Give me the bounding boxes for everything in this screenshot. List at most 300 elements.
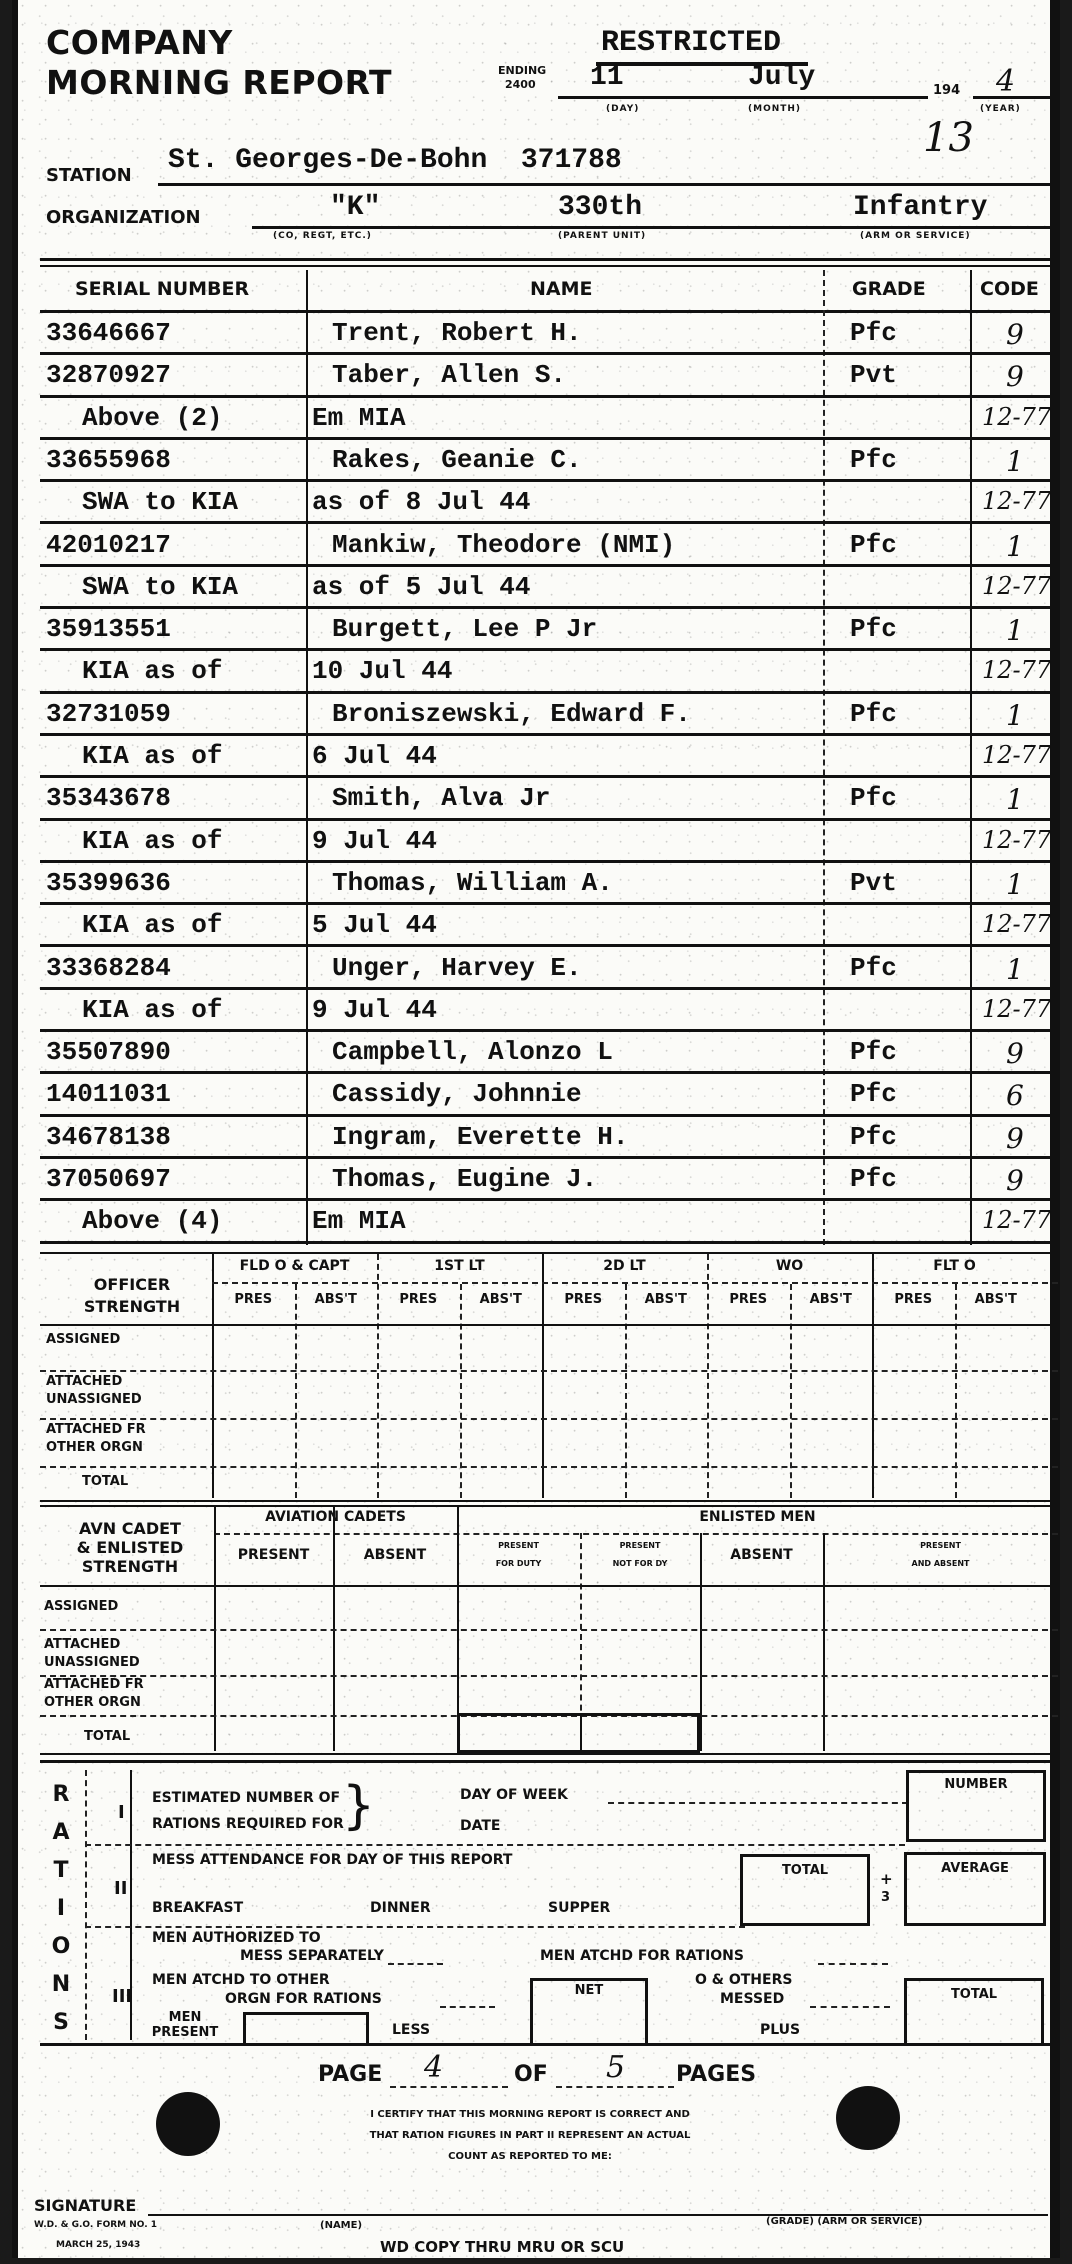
officer-group-header: WO [775, 1258, 804, 1274]
officer-group-header: 2D LT [603, 1258, 646, 1274]
grade-cell[interactable]: Pfc [850, 614, 897, 645]
table-row [40, 949, 1058, 991]
certification-text [270, 2104, 790, 2167]
table-row [40, 991, 1058, 1033]
enlisted-subcol-header: ABSENT [730, 1547, 793, 1563]
rations-side-label [48, 1776, 74, 2042]
station-value[interactable]: St. Georges-De-Bohn 371788 [168, 145, 622, 176]
enlisted-col-divider [700, 1533, 702, 1751]
enlisted-row-label: TOTAL [84, 1729, 131, 1744]
total-present-box [457, 1713, 700, 1753]
enlisted-strength-table [40, 1505, 1058, 1755]
company-value[interactable]: "K" [330, 192, 381, 223]
serial-cell[interactable]: 32731059 [46, 698, 171, 729]
pages-label: PAGES [676, 2062, 757, 2087]
year-prefix: 194 [933, 83, 961, 98]
officer-group-divider [707, 1254, 709, 1498]
page-number[interactable]: 4 [424, 2050, 444, 2085]
page-total[interactable]: 5 [606, 2050, 626, 2085]
row-rule [40, 691, 1050, 694]
table-row [40, 441, 1058, 483]
code-cell[interactable]: 12-77 [982, 402, 1052, 431]
rations-letter: R [52, 1782, 70, 1807]
form-title-line1: COMPANY [46, 23, 233, 62]
parent-unit-caption: (PARENT UNIT) [558, 231, 647, 241]
aviation-subcol-header: PRESENT [237, 1547, 310, 1563]
report-year-digit[interactable]: 4 [996, 64, 1016, 99]
section-3-numeral: III [112, 1986, 133, 2007]
mess-total-box[interactable] [740, 1854, 870, 1926]
officer-row-label: UNASSIGNED [46, 1392, 142, 1407]
serial-cell[interactable]: KIA as of [82, 741, 223, 771]
code-cell[interactable]: 12-77 [982, 825, 1052, 854]
column-header-serial: SERIAL NUMBER [75, 278, 250, 300]
grade-cell[interactable]: Pfc [850, 444, 897, 475]
grade-cell[interactable]: Pfc [850, 1164, 897, 1194]
enlisted-men-header: ENLISTED MEN [699, 1509, 816, 1525]
row-rule [40, 987, 1050, 990]
code-cell[interactable]: 1 [1006, 444, 1024, 478]
rations-letter: I [56, 1896, 66, 1921]
serial-cell[interactable]: KIA as of [82, 825, 223, 856]
row-rule [40, 564, 1050, 567]
ending-time-label: 2400 [505, 78, 536, 91]
row-rule [40, 437, 1050, 440]
name-cell[interactable]: Burgett, Lee P Jr [332, 614, 598, 645]
breakfast-label: BREAKFAST [152, 1900, 244, 1916]
officer-title-line2: STRENGTH [83, 1297, 181, 1316]
table-row [40, 356, 1058, 398]
form-date: MARCH 25, 1943 [56, 2240, 141, 2250]
section-2-numeral: II [114, 1878, 128, 1899]
row-rule [40, 1241, 1050, 1244]
section-1-divider [85, 1844, 905, 1846]
men-authorized-line1: MEN AUTHORIZED TO [152, 1930, 321, 1946]
serial-cell[interactable]: Above (4) [82, 1206, 223, 1237]
table-row [40, 568, 1058, 610]
officer-row-label: OTHER ORGN [46, 1440, 143, 1455]
grade-cell[interactable]: Pfc [850, 698, 897, 729]
form-id: W.D. & G.O. FORM NO. 1 [34, 2220, 158, 2230]
code-cell[interactable]: 1 [1006, 952, 1024, 986]
enlisted-bottom-line [40, 1753, 1058, 1755]
table-row [40, 610, 1058, 652]
certify-line1: I CERTIFY THAT THIS MORNING REPORT IS CORRECT AND [370, 2109, 690, 2120]
code-cell[interactable]: 9 [1006, 1164, 1024, 1197]
day-caption: (DAY) [606, 104, 640, 114]
column-header-grade: GRADE [852, 278, 926, 300]
table-row [40, 1075, 1058, 1117]
serial-cell[interactable]: 42010217 [46, 529, 171, 560]
code-cell[interactable]: 12-77 [982, 741, 1052, 769]
code-cell[interactable]: 9 [1006, 318, 1024, 351]
serial-cell[interactable]: KIA as of [82, 910, 223, 941]
signature-label: SIGNATURE [34, 2196, 137, 2215]
section-2-divider [85, 1926, 745, 1928]
men-present-line1: MEN [168, 2010, 202, 2025]
code-cell[interactable]: 9 [1006, 1037, 1024, 1071]
officer-row-label: TOTAL [82, 1474, 129, 1489]
name-cell[interactable]: Mankiw, Theodore (NMI) [332, 529, 676, 560]
enlisted-subcol-header: NOT FOR DY [612, 1559, 668, 1568]
officer-subcol-header: PRES [729, 1292, 768, 1307]
section-1-numeral: I [118, 1802, 125, 1823]
table-row [40, 779, 1058, 821]
code-cell[interactable]: 12-77 [982, 571, 1052, 600]
code-cell[interactable]: 1 [1006, 783, 1024, 817]
enlisted-col-divider [823, 1533, 825, 1751]
page-number-line [390, 2086, 508, 2088]
code-cell[interactable]: 12-77 [982, 487, 1052, 516]
table-row [40, 864, 1058, 906]
officer-subcol-header: PRES [399, 1292, 438, 1307]
row-rule [40, 1156, 1050, 1159]
grade-cell[interactable]: Pfc [850, 783, 897, 814]
grade-cell[interactable]: Pfc [850, 1079, 897, 1110]
officer-subcol-header: ABS'T [644, 1292, 687, 1307]
officer-subcol-header: PRES [894, 1292, 933, 1307]
men-authorized-line2: MESS SEPARATELY [240, 1948, 384, 1964]
average-box[interactable] [904, 1852, 1046, 1926]
officer-header-line [40, 1324, 1058, 1326]
code-cell[interactable]: 1 [1006, 529, 1024, 563]
name-cell[interactable]: Campbell, Alonzo L [332, 1037, 613, 1068]
roster-table [40, 270, 1058, 1250]
enlisted-row-line [40, 1675, 1058, 1677]
serial-cell[interactable]: 33655968 [46, 444, 171, 475]
code-cell[interactable]: 12-77 [982, 656, 1052, 685]
serial-cell[interactable]: 32870927 [46, 360, 171, 391]
men-atchd-other-field[interactable] [440, 2006, 495, 2008]
table-row [40, 906, 1058, 948]
rations-letter: T [53, 1858, 69, 1883]
enlisted-strength-title [45, 1519, 215, 1576]
name-cell[interactable]: as of 8 Jul 44 [312, 487, 531, 518]
arm-caption: (ARM OR SERVICE) [860, 231, 971, 241]
year-caption: (YEAR) [980, 104, 1021, 114]
serial-cell[interactable]: KIA as of [82, 994, 223, 1025]
serial-cell[interactable]: 35399636 [46, 867, 171, 898]
serial-cell[interactable]: Above (2) [82, 402, 223, 433]
rations-letter: N [51, 1972, 71, 1997]
serial-cell[interactable]: KIA as of [82, 656, 223, 687]
plus-sign: + [880, 1870, 893, 1888]
enlisted-row-label: OTHER ORGN [44, 1695, 141, 1710]
parent-unit-value[interactable]: 330th [558, 192, 643, 223]
section-1-label [152, 1785, 344, 1837]
mess-attendance-title: MESS ATTENDANCE FOR DAY OF THIS REPORT [152, 1852, 513, 1868]
row-rule [40, 1071, 1050, 1074]
row-rule [40, 1029, 1050, 1032]
report-month[interactable]: July [748, 62, 816, 93]
name-cell[interactable]: Broniszewski, Edward F. [332, 698, 691, 729]
organization-line [252, 226, 1058, 229]
enlisted-subheader-line [214, 1533, 1058, 1535]
day-of-week-field[interactable] [608, 1802, 908, 1804]
table-row [40, 1033, 1058, 1075]
page-label: PAGE [318, 2062, 383, 2087]
morning-report-form [12, 0, 1060, 2258]
serial-cell[interactable]: 33368284 [46, 952, 171, 983]
section-1-line2: RATIONS REQUIRED FOR [152, 1816, 344, 1832]
aviation-subcol-header: ABSENT [363, 1547, 427, 1563]
row-rule [40, 352, 1050, 355]
name-cell[interactable]: 10 Jul 44 [312, 656, 453, 687]
serial-cell[interactable]: 14011031 [46, 1079, 171, 1110]
organization-label: ORGANIZATION [46, 207, 201, 228]
handwritten-mark: 13 [923, 115, 974, 161]
men-atchd-other-line1: MEN ATCHD TO OTHER [152, 1972, 330, 1988]
certify-line2: THAT RATION FIGURES IN PART II REPRESENT AN ACTUAL [369, 2130, 691, 2141]
serial-cell[interactable]: 33646667 [46, 318, 171, 348]
column-header-code: CODE [980, 278, 1039, 300]
table-row [40, 1118, 1058, 1160]
table-row [40, 822, 1058, 864]
code-cell[interactable]: 9 [1006, 360, 1024, 394]
row-rule [40, 1114, 1050, 1117]
officer-row-line [40, 1466, 1058, 1468]
mess-total-label: TOTAL [781, 1863, 829, 1878]
men-present-box[interactable] [243, 2012, 369, 2046]
officer-title-line1: OFFICER [93, 1275, 171, 1294]
punch-hole-left-icon [156, 2092, 220, 2156]
of-label: OF [514, 2062, 548, 2087]
station-label: STATION [46, 165, 132, 186]
men-present-label [135, 2010, 235, 2040]
date-line [558, 96, 928, 99]
name-cell[interactable]: Em MIA [312, 402, 406, 433]
rations-top-line [40, 1760, 1058, 1763]
footer [34, 2048, 1058, 2258]
enlisted-header-line [40, 1585, 1058, 1587]
header-row-divider [40, 310, 1058, 313]
rations-section [40, 1760, 1058, 2045]
row-rule [40, 818, 1050, 821]
table-row [40, 526, 1058, 568]
column-header-name: NAME [530, 278, 593, 300]
grade-cell[interactable]: Pfc [850, 318, 897, 348]
enlisted-subcol-header: PRESENT [920, 1541, 961, 1550]
officer-subcol-header: PRES [564, 1292, 603, 1307]
code-cell[interactable]: 12-77 [982, 910, 1052, 939]
row-rule [40, 775, 1050, 778]
code-cell[interactable]: 1 [1006, 698, 1024, 732]
aviation-cadets-header: AVIATION CADETS [265, 1509, 406, 1525]
enlisted-title-line3: STRENGTH [81, 1557, 179, 1576]
name-cell[interactable]: 6 Jul 44 [312, 741, 437, 771]
rations-letter: A [52, 1820, 70, 1845]
less-label: LESS [392, 2022, 431, 2038]
classification-stamp: RESTRICTED [601, 26, 782, 60]
header-divider-1 [40, 258, 1058, 261]
rations-letter-divider [85, 1770, 87, 2040]
enlisted-subcol-header: PRESENT [498, 1541, 539, 1550]
serial-cell[interactable]: SWA to KIA [82, 487, 239, 518]
serial-cell[interactable]: 35913551 [46, 614, 171, 645]
code-cell[interactable]: 9 [1006, 1121, 1024, 1155]
name-cell[interactable]: 9 Jul 44 [312, 825, 437, 856]
date-label: DATE [460, 1818, 501, 1834]
row-rule [40, 733, 1050, 736]
page-total-line [556, 2086, 674, 2088]
code-cell[interactable]: 12-77 [982, 1206, 1052, 1235]
company-caption: (CO, REGT, ETC.) [273, 231, 372, 241]
code-cell[interactable]: 1 [1006, 614, 1024, 648]
rations-letter: O [51, 1934, 71, 1959]
officer-subcol-header: PRES [234, 1292, 273, 1307]
brace-icon: } [342, 1776, 376, 1836]
punch-hole-right-icon [836, 2086, 900, 2150]
officer-group-header: FLD O & CAPT [239, 1258, 350, 1274]
grade-cell[interactable]: Pfc [850, 529, 897, 560]
row-rule [40, 860, 1050, 863]
month-caption: (MONTH) [748, 104, 802, 114]
officer-group-divider [212, 1254, 214, 1498]
number-box[interactable] [906, 1770, 1046, 1842]
header-divider-2 [40, 265, 1058, 267]
arm-value[interactable]: Infantry [853, 192, 988, 223]
men-present-line2: PRESENT [151, 2025, 219, 2040]
number-box-label: NUMBER [944, 1777, 1008, 1792]
officer-group-divider [542, 1254, 544, 1498]
grade-cell[interactable]: Pvt [850, 360, 897, 391]
name-cell[interactable]: Trent, Robert H. [332, 318, 582, 348]
section-1-line1: ESTIMATED NUMBER OF [152, 1790, 341, 1806]
enlisted-subcol-header: FOR DUTY [495, 1559, 542, 1568]
row-rule [40, 479, 1050, 482]
officer-bottom-line [40, 1500, 1058, 1502]
year-line [973, 96, 1058, 99]
officers-others-line2: MESSED [720, 1991, 785, 2007]
name-cell[interactable]: Rakes, Geanie C. [332, 444, 582, 475]
dinner-label: DINNER [370, 1900, 431, 1916]
row-rule [40, 606, 1050, 609]
total-present-divider [580, 1713, 582, 1753]
row-rule [40, 902, 1050, 905]
report-day[interactable]: 11 [590, 62, 624, 93]
enlisted-row-label: ASSIGNED [44, 1599, 119, 1614]
serial-cell[interactable]: SWA to KIA [82, 571, 239, 602]
mess-separately-field[interactable] [388, 1963, 443, 1965]
average-label: AVERAGE [941, 1861, 1009, 1876]
plus-label: PLUS [760, 2022, 801, 2038]
supper-label: SUPPER [548, 1900, 611, 1916]
officer-group-divider [872, 1254, 874, 1498]
table-row [40, 652, 1058, 694]
code-cell[interactable]: 6 [1006, 1079, 1024, 1113]
men-atchd-other-line2: ORGN FOR RATIONS [225, 1991, 382, 2007]
name-cell[interactable]: Unger, Harvey E. [332, 952, 582, 983]
name-cell[interactable]: Thomas, Eugine J. [332, 1164, 598, 1194]
ending-label: ENDING [498, 64, 547, 77]
men-atchd-rations-field[interactable] [818, 1963, 888, 1965]
officer-strength-table [40, 1252, 1058, 1502]
table-row [40, 314, 1058, 356]
certify-line3: COUNT AS REPORTED TO ME: [448, 2151, 612, 2162]
officer-top-line [40, 1252, 1058, 1254]
rations-total-box[interactable] [904, 1978, 1044, 2046]
rations-letter: S [53, 2010, 69, 2035]
station-line [158, 183, 1058, 186]
officer-row-line [40, 1370, 1058, 1372]
officers-others-line1: O & OTHERS [695, 1972, 793, 1988]
men-atchd-rations-label: MEN ATCHD FOR RATIONS [540, 1948, 744, 1964]
grade-cell[interactable]: Pfc [850, 1121, 897, 1152]
row-rule [40, 521, 1050, 524]
officers-others-field[interactable] [810, 2006, 890, 2008]
table-row [40, 737, 1058, 779]
name-cell[interactable]: 5 Jul 44 [312, 910, 437, 941]
serial-cell[interactable]: 35343678 [46, 783, 171, 814]
officer-row-label: ASSIGNED [46, 1332, 121, 1347]
divide-by-three: 3 [881, 1890, 891, 1905]
enlisted-row-label: ATTACHED FR [44, 1677, 144, 1692]
form-title-line2: MORNING REPORT [46, 63, 393, 102]
officer-subcol-header: ABS'T [974, 1292, 1017, 1307]
name-caption: (NAME) [320, 2220, 363, 2231]
net-box[interactable] [530, 1978, 648, 2046]
serial-cell[interactable]: 34678138 [46, 1121, 171, 1152]
grade-cell[interactable]: Pfc [850, 1037, 897, 1068]
officer-row-label: ATTACHED [46, 1374, 123, 1389]
enlisted-top-line [40, 1505, 1058, 1507]
enlisted-title-line2: & ENLISTED [76, 1538, 184, 1557]
officer-subcol-header: ABS'T [479, 1292, 522, 1307]
table-row [40, 1202, 1058, 1244]
table-row [40, 695, 1058, 737]
routing-label: WD COPY THRU MRU OR SCU [380, 2238, 625, 2256]
row-rule [40, 395, 1050, 398]
enlisted-title-line1: AVN CADET [79, 1519, 181, 1538]
officer-group-header: FLT O [933, 1258, 976, 1274]
officer-subcol-header: ABS'T [314, 1292, 357, 1307]
code-cell[interactable]: 1 [1006, 867, 1024, 901]
name-cell[interactable]: Em MIA [312, 1206, 406, 1237]
name-cell[interactable]: Thomas, William A. [332, 867, 613, 898]
enlisted-subcol-header: AND ABSENT [911, 1559, 970, 1568]
grade-cell[interactable]: Pfc [850, 952, 897, 983]
name-cell[interactable]: Ingram, Everette H. [332, 1121, 629, 1152]
row-rule [40, 648, 1050, 651]
table-row [40, 1160, 1058, 1202]
serial-cell[interactable]: 37050697 [46, 1164, 171, 1194]
enlisted-row-label: UNASSIGNED [44, 1655, 140, 1670]
table-row [40, 399, 1058, 441]
grade-caption: (GRADE) (ARM OR SERVICE) [766, 2216, 923, 2227]
officer-subcol-header: ABS'T [809, 1292, 852, 1307]
officer-group-header: 1ST LT [434, 1258, 485, 1274]
name-cell[interactable]: Smith, Alva Jr [332, 783, 551, 814]
code-cell[interactable]: 12-77 [982, 994, 1052, 1023]
name-cell[interactable]: Taber, Allen S. [332, 360, 567, 391]
serial-cell[interactable]: 35507890 [46, 1037, 171, 1068]
grade-cell[interactable]: Pvt [850, 867, 897, 898]
enlisted-subcol-header: PRESENT [619, 1541, 661, 1550]
name-cell[interactable]: 9 Jul 44 [312, 994, 437, 1025]
officer-strength-title [52, 1274, 212, 1318]
day-of-week-label: DAY OF WEEK [460, 1787, 568, 1803]
row-rule [40, 944, 1050, 947]
officer-group-divider [377, 1254, 379, 1498]
officer-row-line [40, 1418, 1058, 1420]
name-cell[interactable]: as of 5 Jul 44 [312, 571, 531, 602]
rations-total-label: TOTAL [950, 1987, 998, 2002]
table-row [40, 483, 1058, 525]
name-cell[interactable]: Cassidy, Johnnie [332, 1079, 582, 1110]
enlisted-row-line [40, 1629, 1058, 1631]
net-label: NET [574, 1983, 604, 1998]
enlisted-row-label: ATTACHED [44, 1637, 121, 1652]
